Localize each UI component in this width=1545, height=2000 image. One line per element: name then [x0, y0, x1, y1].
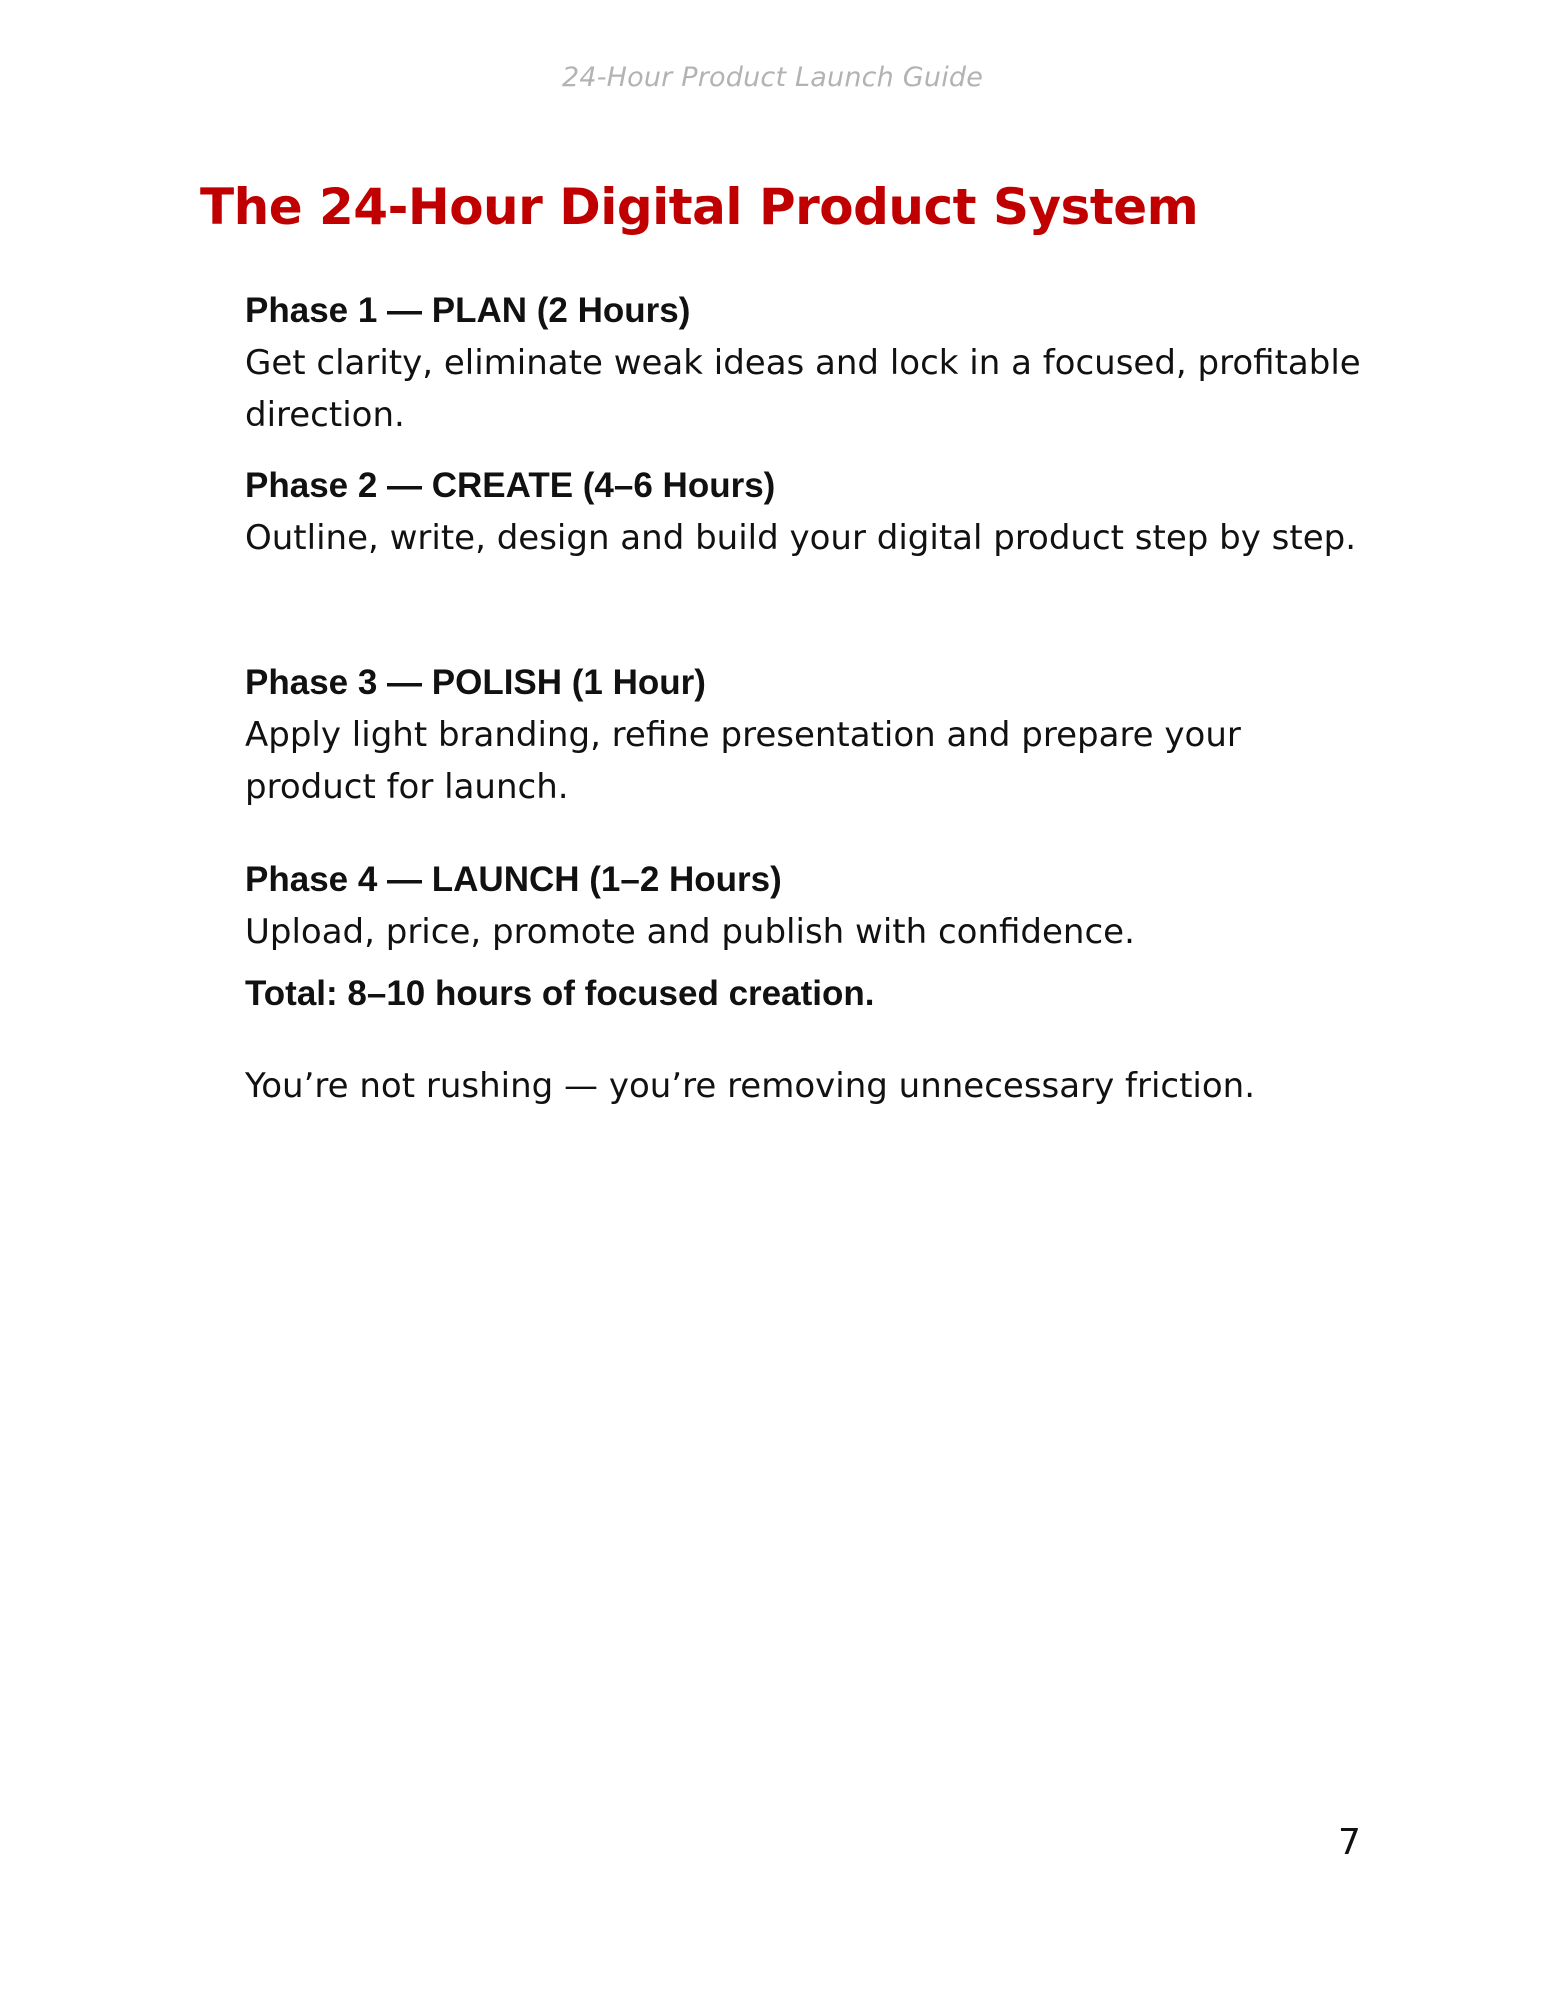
total-hours: Total: 8–10 hours of focused creation. — [245, 974, 875, 1013]
phase-heading: Phase 4 — LAUNCH (1–2 Hours) — [245, 860, 782, 899]
phase-2 — [245, 460, 1356, 564]
phase-heading: Phase 2 — CREATE (4–6 Hours) — [245, 466, 776, 505]
phase-description: Upload, price, promote and publish with confidence. — [245, 912, 1135, 952]
phase-heading: Phase 1 — PLAN (2 Hours) — [245, 291, 691, 330]
page-number: 7 — [1338, 1822, 1361, 1863]
phase-description: Apply light branding, refine presentation and prepare your product for launch. — [245, 715, 1241, 807]
page-title: The 24-Hour Digital Product System — [200, 178, 1199, 236]
phase-1 — [245, 285, 1365, 441]
phase-heading: Phase 3 — POLISH (1 Hour) — [245, 663, 706, 702]
phase-4 — [245, 854, 1135, 958]
closing-statement: You’re not rushing — you’re removing unnecessary friction. — [245, 1066, 1256, 1106]
phase-description: Get clarity, eliminate weak ideas and lock in a focused, profitable direction. — [245, 343, 1361, 435]
running-header: 24-Hour Product Launch Guide — [561, 62, 984, 93]
phase-description: Outline, write, design and build your digital product step by step. — [245, 518, 1357, 558]
phase-3 — [245, 657, 1365, 813]
